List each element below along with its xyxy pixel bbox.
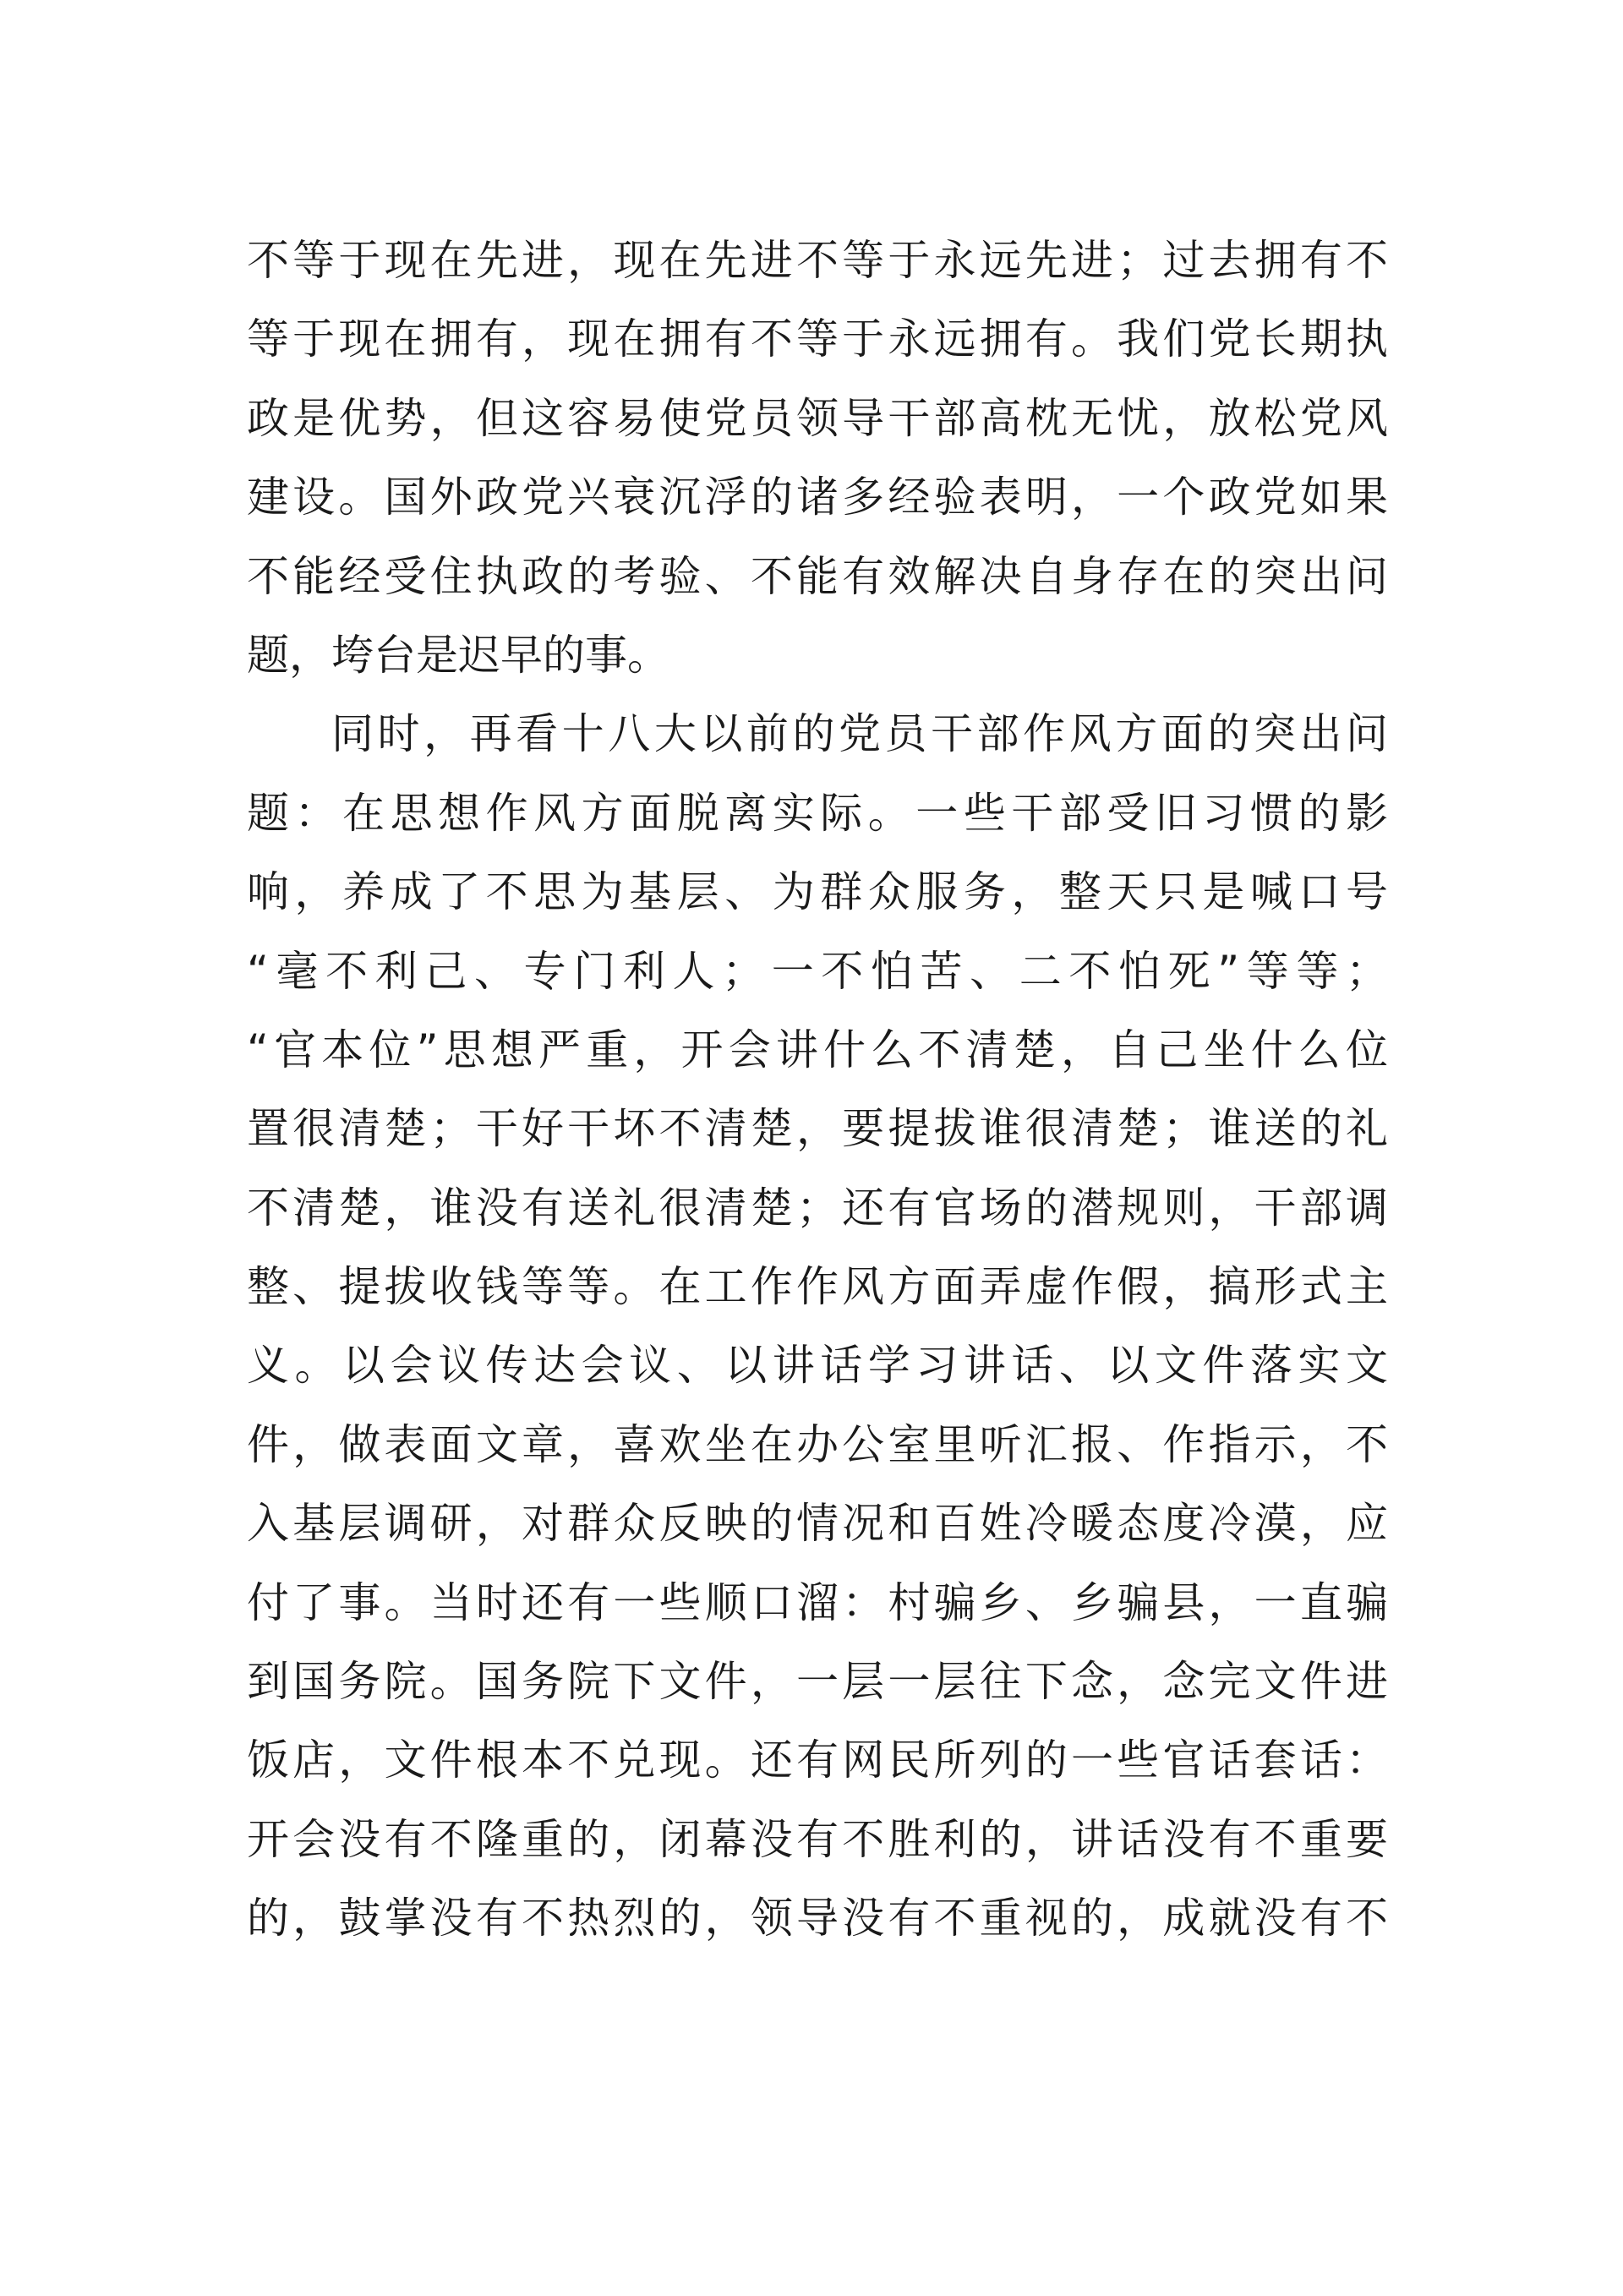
- text-line: 不等于现在先进，现在先进不等于永远先进；过去拥有不: [247, 236, 1388, 285]
- text-line: 不清楚，谁没有送礼很清楚；还有官场的潜规则，干部调: [247, 1183, 1388, 1233]
- text-line: “毫不利己、专门利人；一不怕苦、二不怕死”等等；: [247, 946, 1388, 996]
- text-line: 到国务院。国务院下文件，一层一层往下念，念完文件进: [247, 1657, 1388, 1707]
- text-line: 整、提拔收钱等等。在工作作风方面弄虚作假，搞形式主: [247, 1262, 1388, 1312]
- text-line: 题：在思想作风方面脱离实际。一些干部受旧习惯的影: [247, 788, 1388, 838]
- text-line: 响，养成了不思为基层、为群众服务，整天只是喊口号: [247, 867, 1388, 917]
- text-line: 等于现在拥有，现在拥有不等于永远拥有。我们党长期执: [247, 314, 1388, 364]
- text-line: 不能经受住执政的考验、不能有效解决自身存在的突出问: [247, 551, 1388, 601]
- text-line: 政是优势，但这容易使党员领导干部高枕无忧，放松党风: [247, 393, 1388, 443]
- text-line: 付了事。当时还有一些顺口溜：村骗乡、乡骗县，一直骗: [247, 1577, 1388, 1627]
- text-line: 的，鼓掌没有不热烈的，领导没有不重视的，成就没有不: [247, 1894, 1388, 1943]
- text-line: 入基层调研，对群众反映的情况和百姓冷暖态度冷漠，应: [247, 1499, 1388, 1549]
- text-line: “官本位”思想严重，开会讲什么不清楚，自己坐什么位: [247, 1025, 1388, 1074]
- paragraph-first-line: 同时，再看十八大以前的党员干部作风方面的突出问: [331, 709, 1388, 759]
- text-line: 开会没有不隆重的，闭幕没有不胜利的，讲话没有不重要: [247, 1814, 1388, 1864]
- text-line: 饭店，文件根本不兑现。还有网民所列的一些官话套话：: [247, 1736, 1388, 1785]
- text-line: 建设。国外政党兴衰沉浮的诸多经验表明，一个政党如果: [247, 473, 1388, 522]
- body-text: [247, 221, 1388, 1959]
- text-line: 件，做表面文章，喜欢坐在办公室里听汇报、作指示，不: [247, 1419, 1388, 1469]
- text-line: 题，垮台是迟早的事。: [247, 630, 669, 680]
- text-line: 置很清楚；干好干坏不清楚，要提拔谁很清楚；谁送的礼: [247, 1104, 1388, 1154]
- text-line: 义。以会议传达会议、以讲话学习讲话、以文件落实文: [247, 1341, 1388, 1391]
